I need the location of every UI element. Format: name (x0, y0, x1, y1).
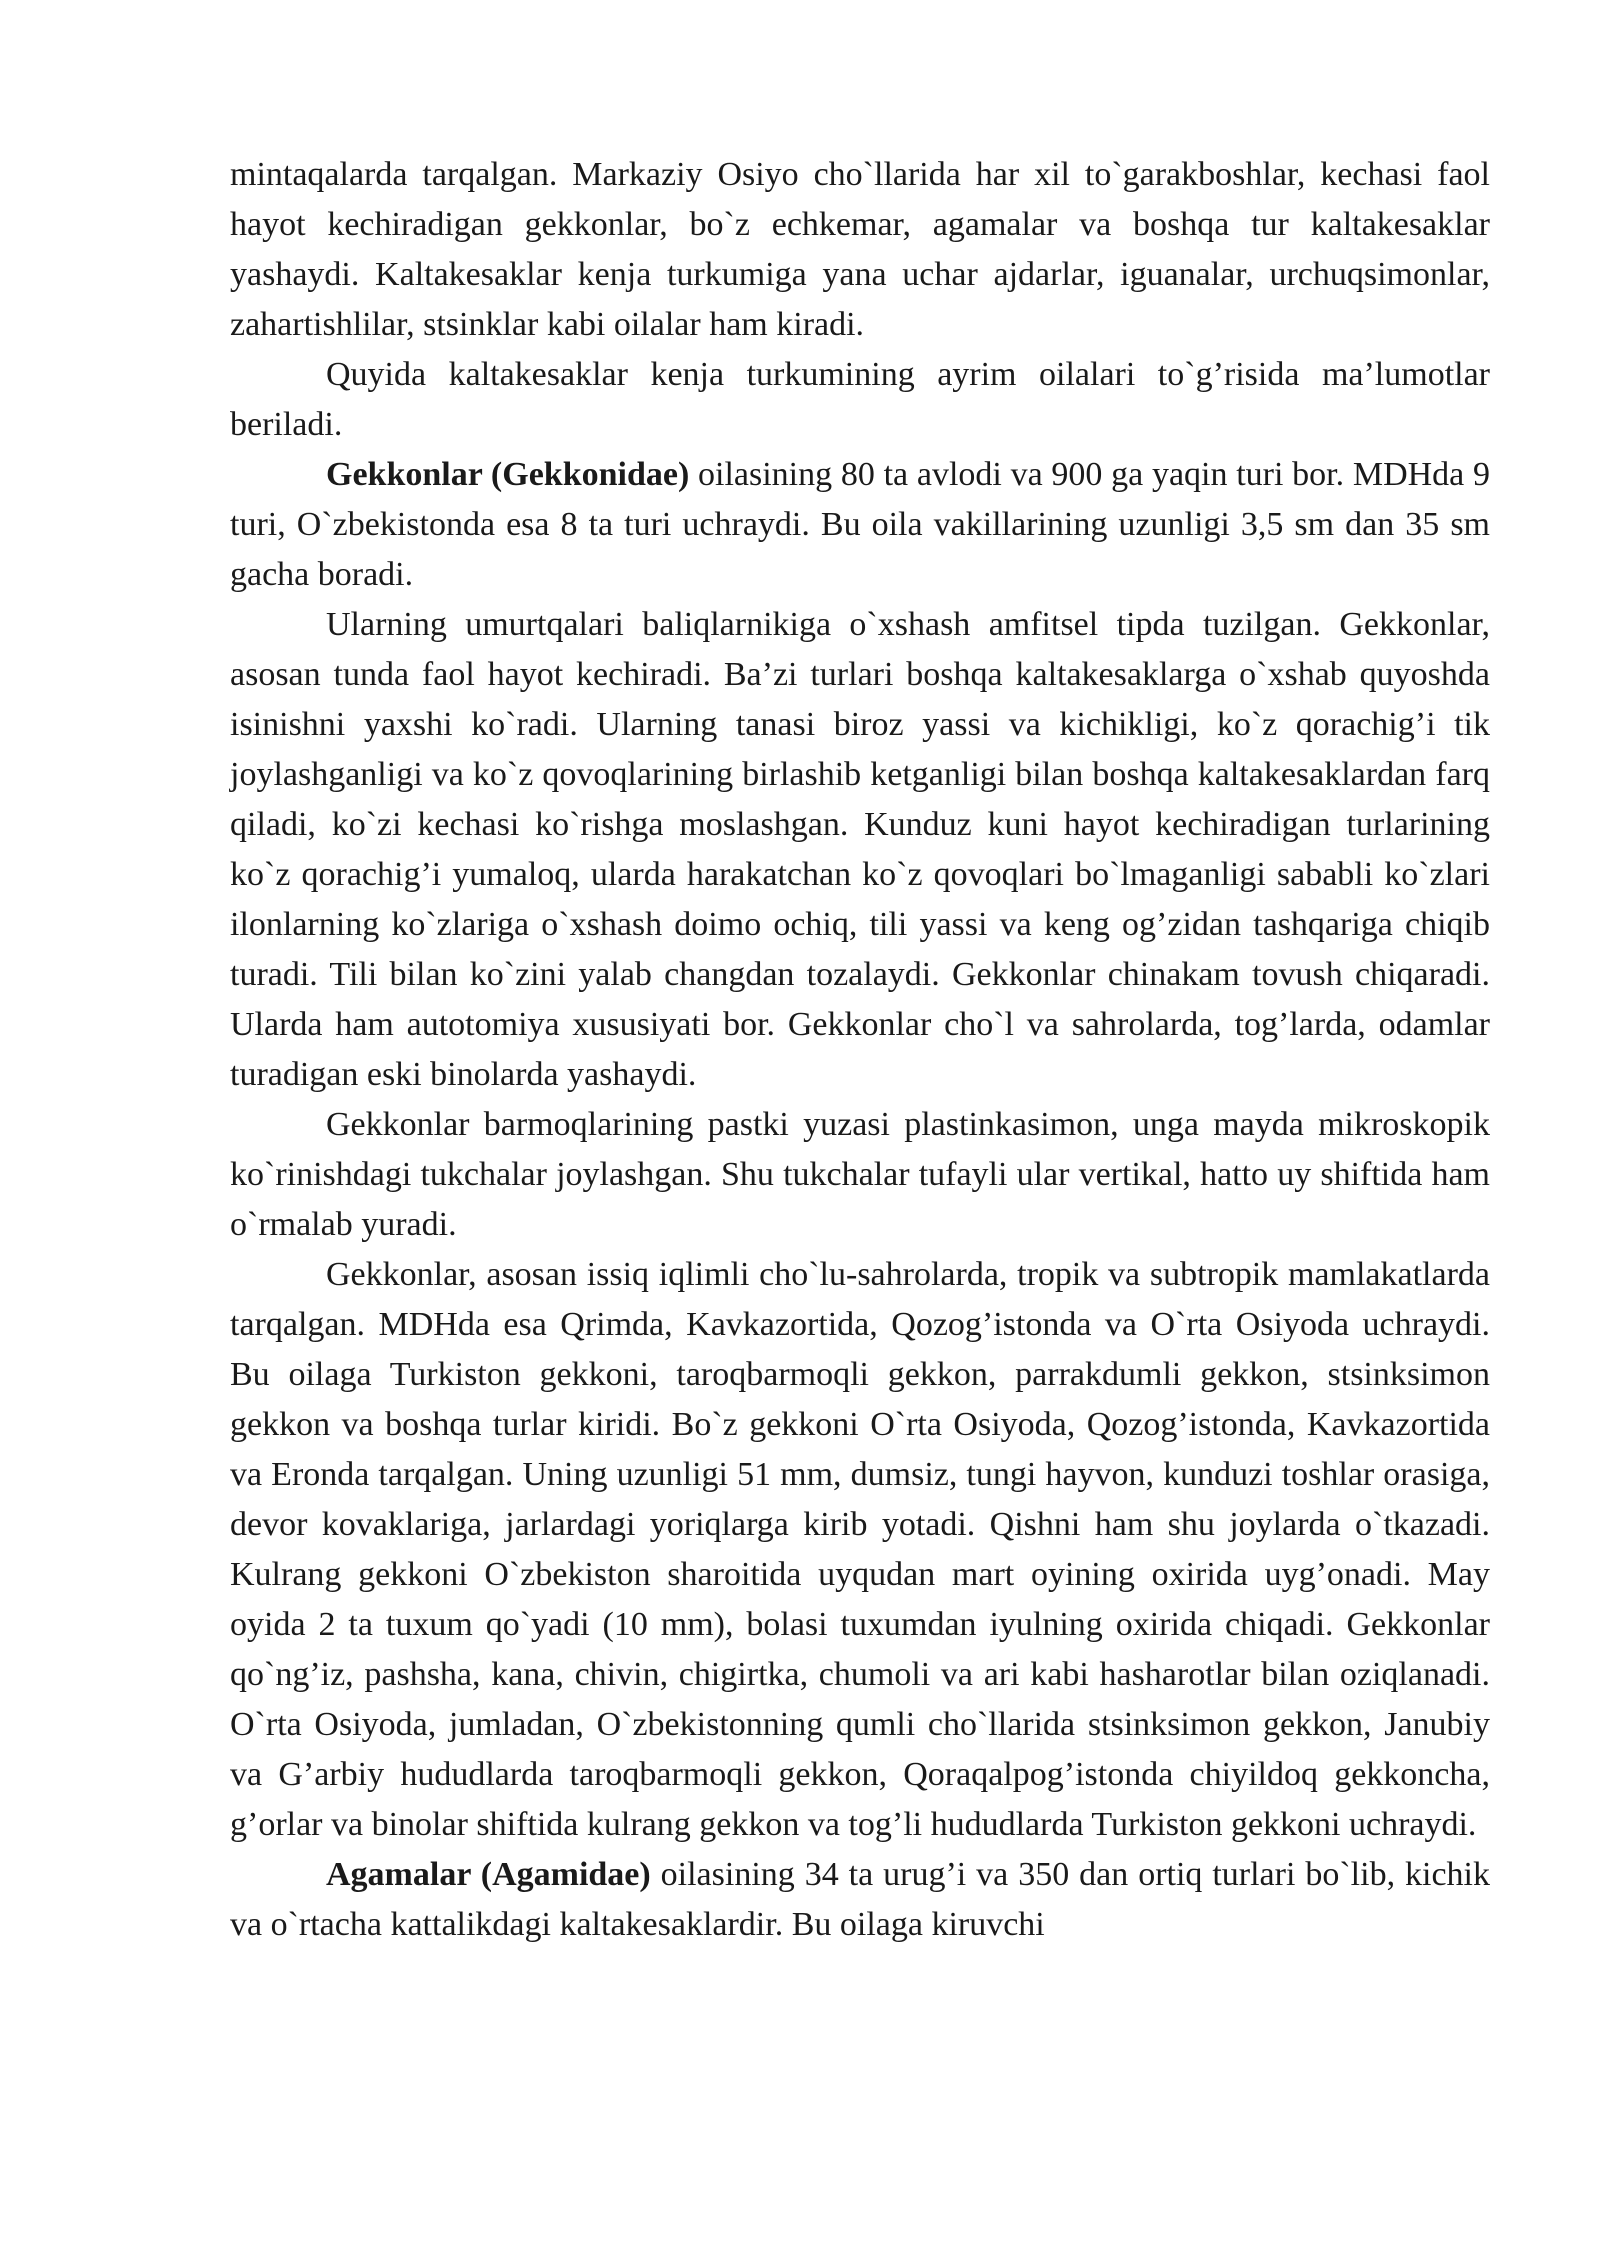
family-name-gekkonidae: Gekkonlar (Gekkonidae) (326, 456, 690, 493)
paragraph-text: oilasining 34 ta urug’i va 350 dan ortiq turlari bo`lib, kichik va o`rtacha kattalikdagi kaltakesaklardir. Bu oilaga kiruvchi (230, 1856, 1491, 1943)
paragraph-agamidae (230, 1850, 1490, 1950)
document-page (230, 150, 1490, 1950)
paragraph-text: Ularning umurtqalari baliqlarnikiga o`xshash amfitsel tipda tuzilgan. Gekkonlar, asosan tunda faol hayot kechiradi. Ba’zi turlari boshqa kaltakesaklarga o`xshab quyoshda isinishni yaxshi ko`radi. Ularning tanasi biroz yassi va kichikligi, ko`z qorachig’i tik joylashganligi va ko`z qovoqlarining birlashib ketganligi bilan boshqa kaltakesaklardan farq qiladi, ko`zi kechasi ko`rishga moslashgan. Kunduz kuni hayot kechiradigan turlarining ko`z qorachig’i yumaloq, ularda harakatchan ko`z qovoqlari bo`lmaganligi sababli ko`zlari ilonlarning ko`zlariga o`xshash doimo ochiq, tili yassi va keng og’zidan tashqariga chiqib turadi. Tili bilan ko`zini yalab changdan tozalaydi. Gekkonlar chinakam tovush chiqaradi. Ularda ham autotomiya xususiyati bor. Gekkonlar cho`l va sahrolarda, tog’larda, odamlar turadigan eski binolarda yashaydi. (230, 606, 1490, 1093)
paragraph-5 (230, 1100, 1490, 1250)
family-name-agamidae: Agamalar (Agamidae) (326, 1856, 651, 1893)
paragraph-gekkonidae (230, 450, 1490, 600)
paragraph-text: Quyida kaltakesaklar kenja turkumining ayrim oilalari to`g’risida ma’lumotlar beriladi. (230, 356, 1490, 443)
paragraph-6 (230, 1250, 1490, 1850)
paragraph-text: mintaqalarda tarqalgan. Markaziy Osiyo cho`llarida har xil to`garakboshlar, kechasi faol hayot kechiradigan gekkonlar, bo`z echkemar, agamalar va boshqa tur kaltakesaklar yashaydi. Kaltakesaklar kenja turkumiga yana uchar ajdarlar, iguanalar, urchuqsimonlar, zahartishlilar, stsinklar kabi oilalar ham kiradi. (230, 156, 1490, 343)
paragraph-text: Gekkonlar, asosan issiq iqlimli cho`lu-sahrolarda, tropik va subtropik mamlakatlarda tarqalgan. MDHda esa Qrimda, Kavkazortida, Qozog’istonda va O`rta Osiyoda uchraydi. Bu oilaga Turkiston gekkoni, taroqbarmoqli gekkon, parrakdumli gekkon, stsinksimon gekkon va boshqa turlar kiridi. Bo`z gekkoni O`rta Osiyoda, Qozog’istonda, Kavkazortida va Eronda tarqalgan. Uning uzunligi 51 mm, dumsiz, tungi hayvon, kunduzi toshlar orasiga, devor kovaklariga, jarlardagi yoriqlarga kirib yotadi. Qishni ham shu joylarda o`tkazadi. Kulrang gekkoni O`zbekiston sharoitida uyqudan mart oyining oxirida uyg’onadi. May oyida 2 ta tuxum qo`yadi (10 mm), bolasi tuxumdan iyulning oxirida chiqadi. Gekkonlar qo`ng’iz, pashsha, kana, chivin, chigirtka, chumoli va ari kabi hasharotlar bilan oziqlanadi. O`rta Osiyoda, jumladan, O`zbekistonning qumli cho`llarida stsinksimon gekkon, Janubiy va G’arbiy hududlarda taroqbarmoqli gekkon, Qoraqalpog’istonda chiyildoq gekkoncha, g’orlar va binolar shiftida kulrang gekkon va tog’li hududlarda Turkiston gekkoni uchraydi. (230, 1256, 1490, 1843)
paragraph-text: Gekkonlar barmoqlarining pastki yuzasi plastinkasimon, unga mayda mikroskopik ko`rinishdagi tukchalar joylashgan. Shu tukchalar tufayli ular vertikal, hatto uy shiftida ham o`rmalab yuradi. (230, 1106, 1490, 1243)
paragraph-text: oilasining 80 ta avlodi va 900 ga yaqin turi bor. MDHda 9 turi, O`zbekistonda esa 8 ta turi uchraydi. Bu oila vakillarining uzunligi 3,5 sm dan 35 sm gacha boradi. (230, 456, 1491, 593)
paragraph-2 (230, 350, 1490, 450)
paragraph-1 (230, 150, 1490, 350)
paragraph-4 (230, 600, 1490, 1100)
